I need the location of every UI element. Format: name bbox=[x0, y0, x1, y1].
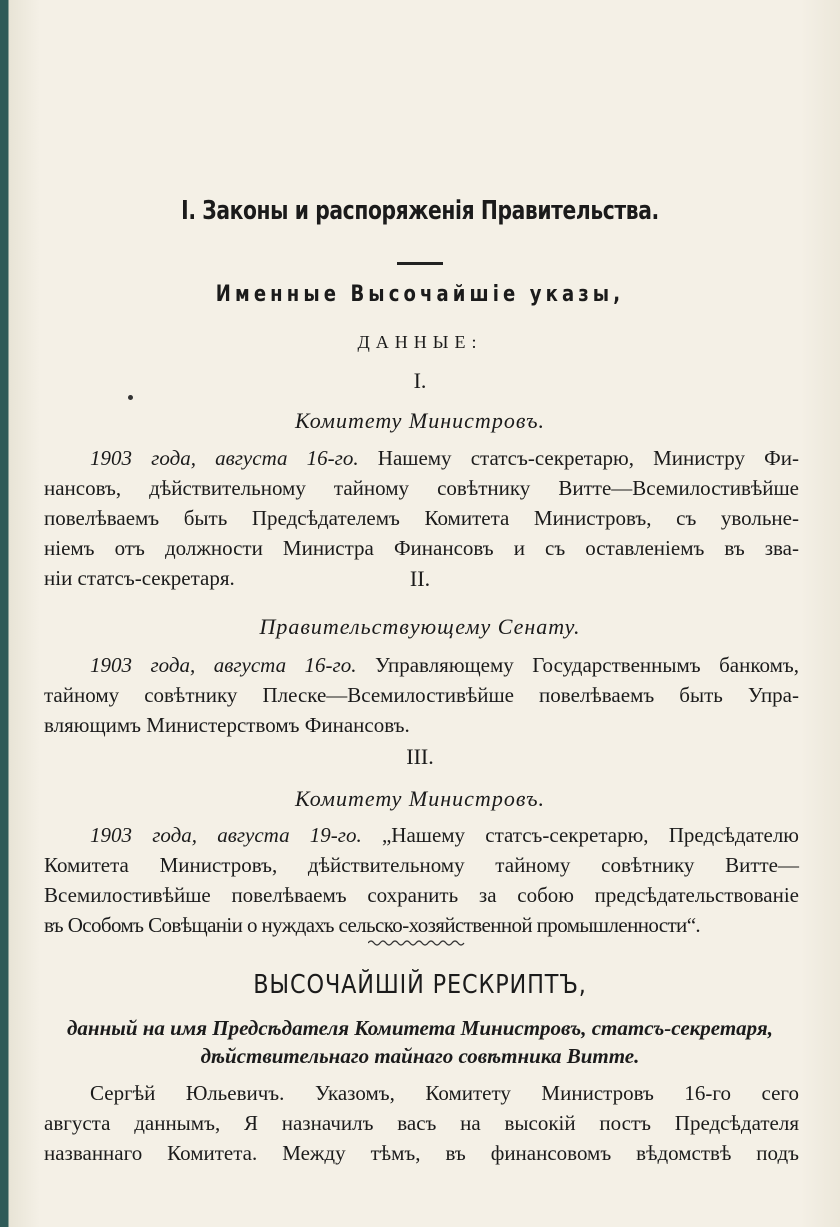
rescript-line: названнаго Комитета. Между тѣмъ, въ финансовомъ вѣдомствѣ подъ bbox=[44, 1141, 799, 1165]
rescript-subtitle bbox=[30, 1014, 810, 1070]
rescript-text bbox=[44, 1078, 799, 1168]
decree-line: вляющимъ Министерствомъ Финансовъ. bbox=[44, 713, 410, 737]
wavy-divider-icon bbox=[368, 938, 468, 948]
decree-line: Всемилостивѣйше повелѣваемъ сохранить за собою предсѣдательствованіе bbox=[44, 883, 799, 907]
decree-line: Комитета Министровъ, дѣйствительному тайному совѣтнику Витте— bbox=[44, 853, 799, 877]
rescript-subtitle-line: данный на имя Предсѣдателя Комитета Министровъ, статсъ-секретаря, bbox=[67, 1016, 773, 1040]
decrees-heading: Именные Высочайшіе указы, bbox=[215, 282, 625, 307]
rescript-line: Сергѣй Юльевичъ. Указомъ, Комитету Министровъ 16-го сего bbox=[90, 1081, 799, 1105]
section-title: I. Законы и распоряженія Правительства. bbox=[181, 196, 659, 226]
decree-text bbox=[44, 820, 799, 940]
given-label: ДАННЫЕ: bbox=[357, 332, 483, 352]
decree-line bbox=[44, 443, 799, 473]
decree-number: III. bbox=[406, 744, 434, 769]
decree-line: въ Особомъ Совѣщаніи о нуждахъ сельско-хозяйственной промышленности“. bbox=[44, 913, 701, 937]
decree-line: тайному совѣтнику Плеске—Всемилостивѣйше повелѣваемъ быть Упра- bbox=[44, 683, 799, 707]
decree-line: ніемъ отъ должности Министра Финансовъ и съ оставленіемъ въ зва- bbox=[44, 536, 799, 560]
decree-date: 1903 года, августа 16-го. bbox=[90, 653, 357, 677]
decree-line-text: Нашему статсъ-секретарю, Министру Фи- bbox=[377, 446, 799, 470]
decree-addressee: Комитету Министровъ. bbox=[294, 786, 545, 811]
decree-date: 1903 года, августа 19-го. bbox=[90, 823, 362, 847]
decree-addressee: Комитету Министровъ. bbox=[294, 408, 545, 433]
rescript-line: августа даннымъ, Я назначилъ васъ на высокій постъ Предсѣдателя bbox=[44, 1111, 799, 1135]
decree-line bbox=[44, 820, 799, 850]
decree-line-text: Управляющему Государственнымъ банкомъ, bbox=[374, 653, 799, 677]
decree-line bbox=[44, 650, 799, 680]
title-rule bbox=[397, 262, 443, 265]
decree-line-text: „Нашему статсъ-секретарю, Предсѣдателю bbox=[381, 823, 799, 847]
rescript-title: ВЫСОЧАЙШІЙ РЕСКРИПТЪ, bbox=[253, 970, 587, 1000]
decree-line: нансовъ, дѣйствительному тайному совѣтнику Витте—Всемилостивѣйше bbox=[44, 476, 799, 500]
decree-number: I. bbox=[413, 368, 427, 393]
decree-addressee: Правительствующему Сенату. bbox=[259, 614, 581, 639]
decree-date: 1903 года, августа 16-го. bbox=[90, 446, 359, 470]
decree-number: II. bbox=[409, 566, 431, 591]
decree-line: повелѣваемъ быть Предсѣдателемъ Комитета Министровъ, съ увольне- bbox=[44, 506, 799, 530]
decree-line: ніи статсъ-секретаря. bbox=[44, 566, 235, 590]
print-speck bbox=[128, 395, 133, 400]
decree-text bbox=[44, 650, 799, 740]
rescript-subtitle-line: дѣйствительнаго тайнаго совѣтника Витте. bbox=[200, 1044, 640, 1068]
